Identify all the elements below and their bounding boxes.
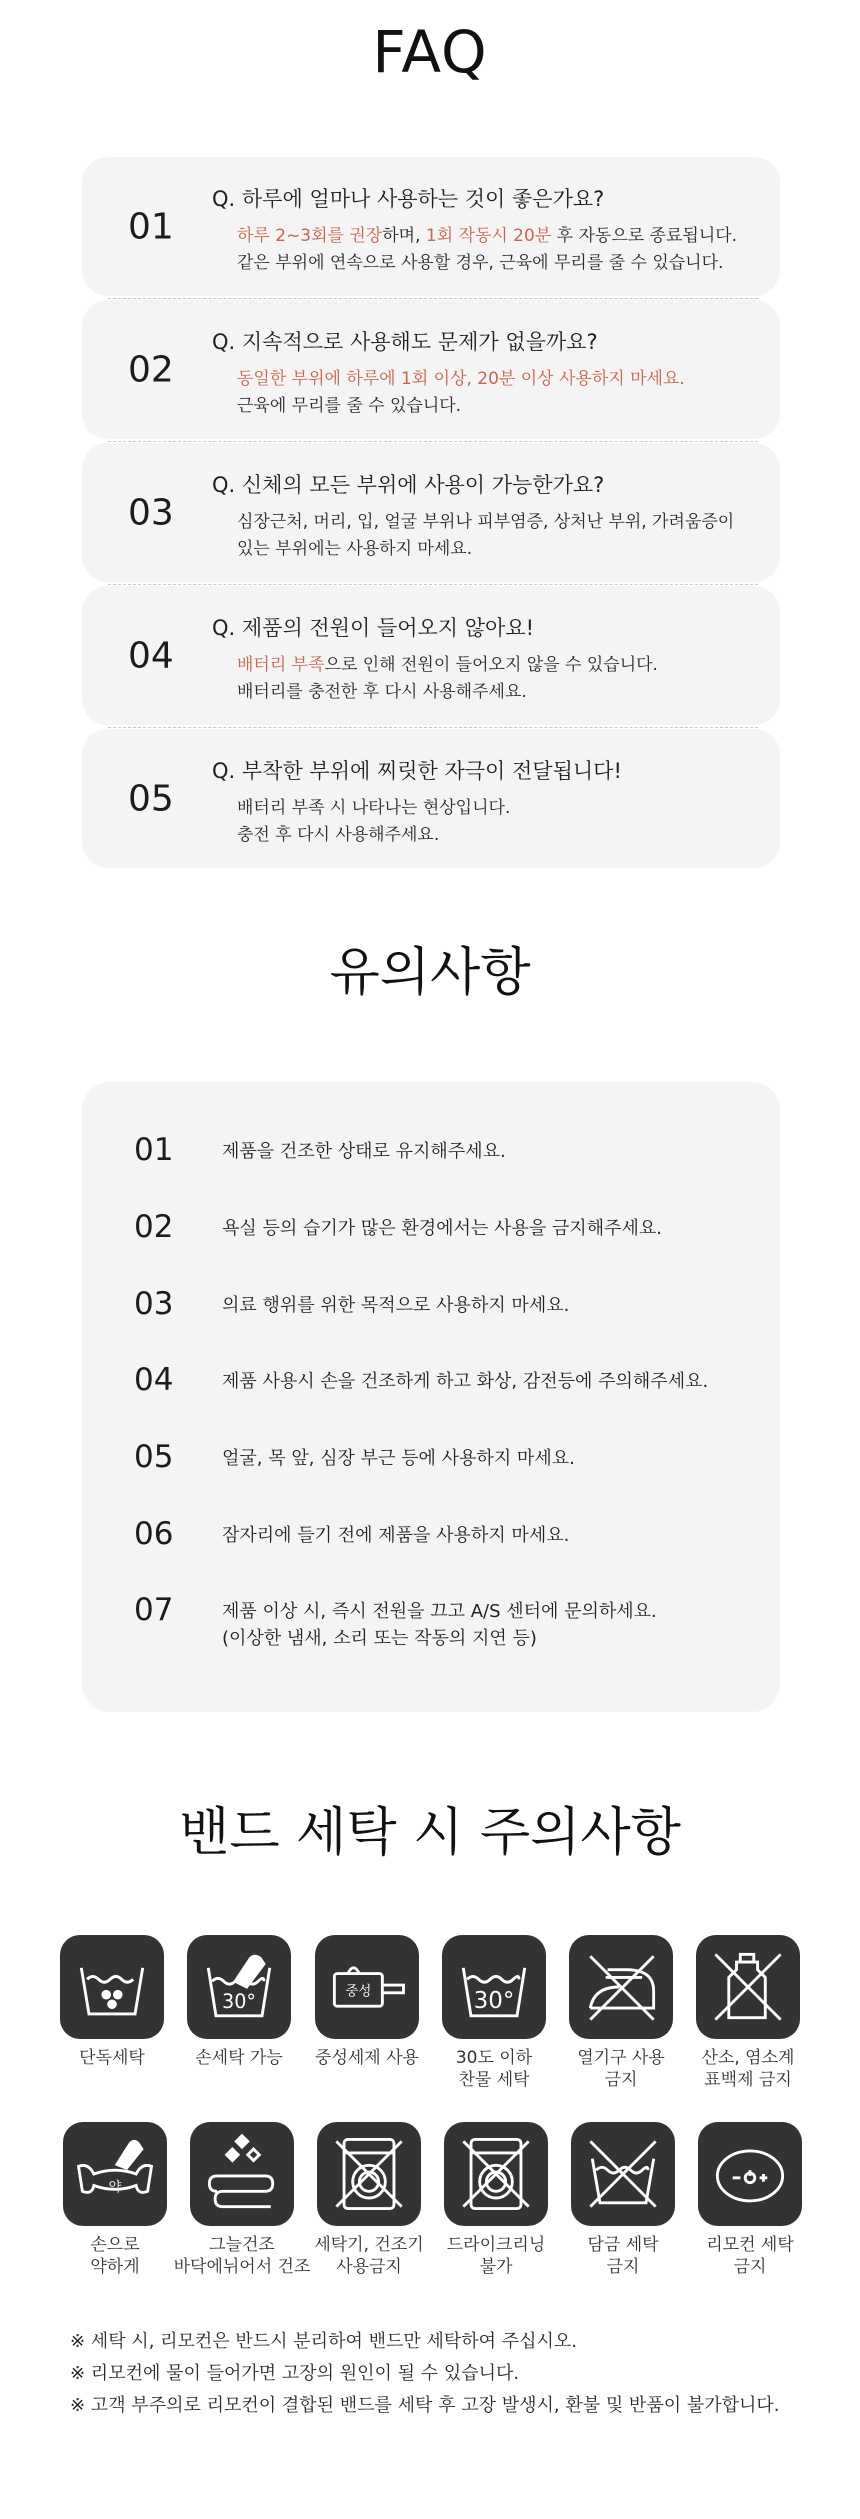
icon-label: 손세탁 가능 [195, 2048, 283, 2068]
answer-highlight: 하루 2~3회를 권장 [237, 226, 383, 246]
caution-number: 06 [134, 1516, 174, 1552]
no-iron-icon [569, 1935, 673, 2039]
icon-text: 30° [221, 1990, 257, 2014]
icon-label-line: 리모컨 세탁 [706, 2235, 794, 2255]
icon-label-line: 금지 [604, 2070, 638, 2090]
faq-item-1 [82, 157, 780, 296]
faq-item-2 [82, 300, 780, 439]
no-bleach-icon [696, 1935, 800, 2039]
icon-label [680, 2234, 820, 2278]
answer-line: 충전 후 다시 사용해주세요. [237, 825, 440, 845]
icon-label-line: 바닥에뉘어서 건조 [173, 2257, 311, 2277]
caution-number: 04 [134, 1362, 174, 1398]
wash-icon-item [172, 2122, 312, 2278]
faq-question: Q. 지속적으로 사용해도 문제가 없을까요? [212, 330, 598, 354]
wash-icon-item [426, 2122, 566, 2278]
caution-text: 잠자리에 들기 전에 제품을 사용하지 마세요. [222, 1525, 570, 1546]
faq-question: Q. 부착한 부위에 찌릿한 자극이 전달됩니다! [212, 759, 622, 783]
icon-label [45, 2234, 185, 2278]
answer-text: 후 자동으로 종료됩니다. [551, 226, 738, 246]
icon-label-line: 30도 이하 [455, 2048, 533, 2068]
icon-text: 약 [108, 2180, 122, 2196]
faq-answer [237, 509, 734, 563]
no-dryclean-icon [444, 2122, 548, 2226]
icon-label [424, 2047, 564, 2091]
answer-line: 같은 부위에 연속으로 사용할 경우, 근육에 무리를 줄 수 있습니다. [237, 253, 724, 273]
caution-text [222, 1598, 657, 1652]
icon-label-line: 금지 [733, 2257, 767, 2277]
icon-label-line: 열기구 사용 [577, 2048, 665, 2068]
wash-icon-item [45, 2122, 185, 2278]
faq-answer [237, 366, 685, 420]
answer-line: 배터리를 충전한 후 다시 사용해주세요. [237, 682, 527, 702]
wash-icon-item [424, 1935, 564, 2091]
faq-item-5 [82, 729, 780, 868]
faq-answer [237, 652, 658, 706]
icon-label [678, 2047, 818, 2091]
wash-icon-item [297, 1935, 437, 2069]
wash-note: ※ 고객 부주의로 리모컨이 결합된 밴드를 세탁 후 고장 발생시, 환불 및 반품이 불가합니다. [70, 2395, 780, 2416]
caution-number: 07 [134, 1592, 174, 1628]
icon-label-line: 손으로 [90, 2235, 140, 2255]
caution-number: 01 [134, 1132, 174, 1168]
faq-answer [237, 795, 510, 849]
answer-line: 있는 부위에는 사용하지 마세요. [237, 539, 473, 559]
faq-question: Q. 하루에 얼마나 사용하는 것이 좋은가요? [212, 187, 605, 211]
answer-highlight: 동일한 부위에 하루에 1회 이상, 20분 이상 사용하지 마세요. [237, 369, 685, 389]
faq-number: 02 [128, 349, 174, 390]
caution-number: 03 [134, 1286, 174, 1322]
divider [108, 584, 758, 585]
faq-item-4 [82, 586, 780, 725]
caution-text: 제품 사용시 손을 건조하게 하고 화상, 감전등에 주의해주세요. [222, 1371, 709, 1392]
divider [108, 727, 758, 728]
wash-note: ※ 세탁 시, 리모컨은 반드시 분리하여 밴드만 세탁하여 주십시오. [70, 2331, 577, 2352]
icon-label-line: 사용금지 [336, 2257, 402, 2277]
faq-question: Q. 신체의 모든 부위에 사용이 가능한가요? [212, 473, 605, 497]
faq-title: FAQ [372, 18, 488, 86]
icon-label-line: 그늘건조 [209, 2235, 275, 2255]
flat-dry-shade-icon [190, 2122, 294, 2226]
gentle-wring-icon [63, 2122, 167, 2226]
answer-text: 으로 인해 전원이 들어오지 않을 수 있습니다. [324, 655, 658, 675]
hand-wash-icon [187, 1935, 291, 2039]
icon-label-line: 드라이크리닝 [446, 2235, 546, 2255]
icon-label-line: 산소, 염소계 [701, 2048, 795, 2068]
faq-answer [237, 223, 737, 277]
icon-text: 중성 [345, 1984, 372, 2000]
wash-icon-item [299, 2122, 439, 2278]
caution-line: (이상한 냄새, 소리 또는 작동의 지연 등) [222, 1628, 537, 1649]
wash-single-icon [60, 1935, 164, 2039]
faq-number: 03 [128, 492, 174, 533]
neutral-detergent-icon [315, 1935, 419, 2039]
band-title: 밴드 세탁 시 주의사항 [179, 1803, 681, 1863]
wash-icon-item [680, 2122, 820, 2278]
no-soak-icon [571, 2122, 675, 2226]
icon-label: 단독세탁 [79, 2048, 145, 2068]
icon-label: 중성세제 사용 [315, 2048, 419, 2068]
icon-label-line: 금지 [606, 2257, 640, 2277]
icon-label-line: 담금 세탁 [587, 2235, 659, 2255]
answer-highlight: 1회 작동시 20분 [425, 226, 552, 246]
icon-label [172, 2234, 312, 2278]
wash-icon-item [169, 1935, 309, 2069]
caution-text: 얼굴, 목 앞, 심장 부근 등에 사용하지 마세요. [222, 1448, 575, 1469]
no-machine-icon [317, 2122, 421, 2226]
caution-text: 제품을 건조한 상태로 유지해주세요. [222, 1141, 506, 1162]
answer-line: 심장근처, 머리, 입, 얼굴 부위나 피부염증, 상처난 부위, 가려움증이 [237, 512, 735, 532]
answer-text: 하며, [382, 226, 426, 246]
divider [108, 441, 758, 442]
icon-label-line: 찬물 세탁 [458, 2070, 530, 2090]
wash-icon-item [42, 1935, 182, 2069]
answer-highlight: 배터리 부족 [237, 655, 325, 675]
wash-icon-item [678, 1935, 818, 2091]
wash-note: ※ 리모컨에 물이 들어가면 고장의 원인이 될 수 있습니다. [70, 2363, 520, 2384]
faq-number: 05 [128, 778, 174, 819]
caution-text: 욕실 등의 습기가 많은 환경에서는 사용을 금지해주세요. [222, 1218, 662, 1239]
icon-label-line: 세탁기, 건조기 [314, 2235, 424, 2255]
icon-label-line: 약하게 [90, 2257, 140, 2277]
wash-icon-item [551, 1935, 691, 2091]
icon-label [426, 2234, 566, 2278]
caution-number: 05 [134, 1439, 174, 1475]
caution-line: 제품 이상 시, 즉시 전원을 끄고 A/S 센터에 문의하세요. [222, 1601, 657, 1622]
answer-line: 배터리 부족 시 나타나는 현상입니다. [237, 798, 511, 818]
icon-label-line: 불가 [479, 2257, 513, 2277]
caution-title: 유의사항 [329, 943, 531, 1003]
caution-number: 02 [134, 1209, 174, 1245]
no-remote-wash-icon [698, 2122, 802, 2226]
caution-text: 의료 행위를 위한 목적으로 사용하지 마세요. [222, 1295, 570, 1316]
faq-number: 01 [128, 206, 174, 247]
icon-label [299, 2234, 439, 2278]
icon-label [553, 2234, 693, 2278]
icon-text: 30° [473, 1988, 515, 2015]
faq-question: Q. 제품의 전원이 들어오지 않아요! [212, 616, 535, 640]
divider [108, 298, 758, 299]
caution-list [82, 1082, 780, 1712]
icon-label-line: 표백제 금지 [704, 2070, 792, 2090]
icon-label [551, 2047, 691, 2091]
faq-item-3 [82, 443, 780, 582]
wash-icon-item [553, 2122, 693, 2278]
wash-30-icon [442, 1935, 546, 2039]
faq-number: 04 [128, 635, 174, 676]
answer-line: 근육에 무리를 줄 수 있습니다. [237, 396, 462, 416]
